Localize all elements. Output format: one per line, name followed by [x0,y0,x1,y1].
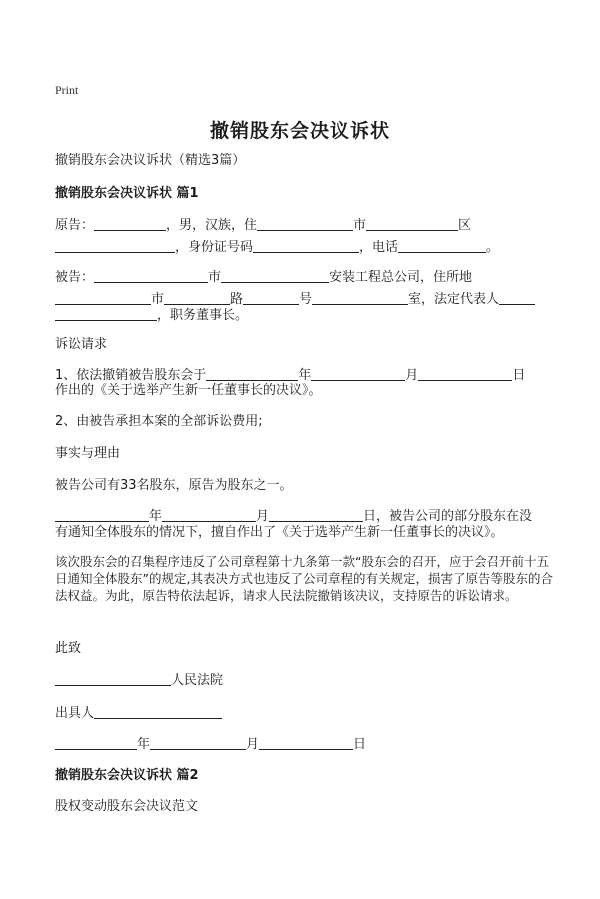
blank-field [162,507,256,522]
blank-field [55,306,157,321]
facts-heading: 事实与理由 [55,446,121,461]
claim-1-line-2: 作出的《关于选举产生新一任董事长的决议》。 [55,383,322,398]
blank-field [206,366,298,381]
fact-3: 该次股东会的召集程序违反了公司章程第十九条第一款“股东会的召开，应于会召开前十五日通知全体股东”的规定,其表决方式也违反了公司章程的有关规定，损害了原告等股东的合法权益。为此，原告特依法起诉，请求人民法院撤销该决议，支持原告的诉讼请求。 [55,554,553,603]
blank-field [253,238,359,253]
court-line: 人民法院 [55,670,555,692]
plaintiff-line-1: 原告： ，男，汉族，住 市 区 [55,218,472,233]
blank-field [269,507,363,522]
blank-field [243,290,299,305]
blank-field [94,216,166,231]
blank-field [55,671,171,686]
blank-field [150,735,246,750]
plaintiff-line-2: ，身份证号码 ，电话 。 [55,237,555,259]
blank-field [55,238,175,253]
issuer-line: 出具人 [55,703,555,725]
claims-heading: 诉讼请求 [55,337,108,352]
section2-heading: 撤销股东会决议诉状 篇2 [55,768,199,783]
closing: 此致 [55,641,82,656]
section2-first-line: 股权变动股东会决议范文 [55,799,199,814]
blank-field [94,704,222,719]
document-title: 撤销股东会决议诉状 [209,120,390,142]
print-link[interactable]: Print [55,83,79,97]
claim-1-line-1: 1、依法撤销被告股东会于 年 月 日 [55,368,526,383]
fact-2-line-1: 年 月 日，被告公司的部分股东在没 [55,506,555,528]
defendant-line-3: ，职务董事长。 [55,305,555,327]
blank-field [312,290,408,305]
section1-heading: 撤销股东会决议诉状 篇1 [55,186,199,201]
plaintiff-label: 原告： [55,218,95,233]
blank-field [257,216,353,231]
fact-2-line-2: 有通知全体股东的情况下，擅自作出了《关于选举产生新一任董事长的决议》。 [55,525,504,540]
blank-field [499,290,535,305]
blank-field [418,366,512,381]
claim-2: 2、由被告承担本案的全部诉讼费用; [55,414,263,429]
blank-field [398,238,486,253]
blank-field [366,216,458,231]
blank-field [164,290,230,305]
defendant-label: 被告： [55,270,95,285]
blank-field [221,268,329,283]
defendant-line-2: 市 路 号 室，法定代表人 [55,289,555,311]
defendant-line-1: 被告： 市 安装工程总公司，住所地 [55,270,473,285]
date-line: 年 月 日 [55,734,555,756]
subtitle: 撤销股东会决议诉状（精选3篇） [55,153,246,168]
blank-field [259,735,353,750]
blank-field [55,735,137,750]
blank-field [55,290,151,305]
fact-1: 被告公司有33名股东，原告为股东之一。 [55,478,293,493]
blank-field [55,507,149,522]
blank-field [94,268,208,283]
blank-field [311,366,405,381]
